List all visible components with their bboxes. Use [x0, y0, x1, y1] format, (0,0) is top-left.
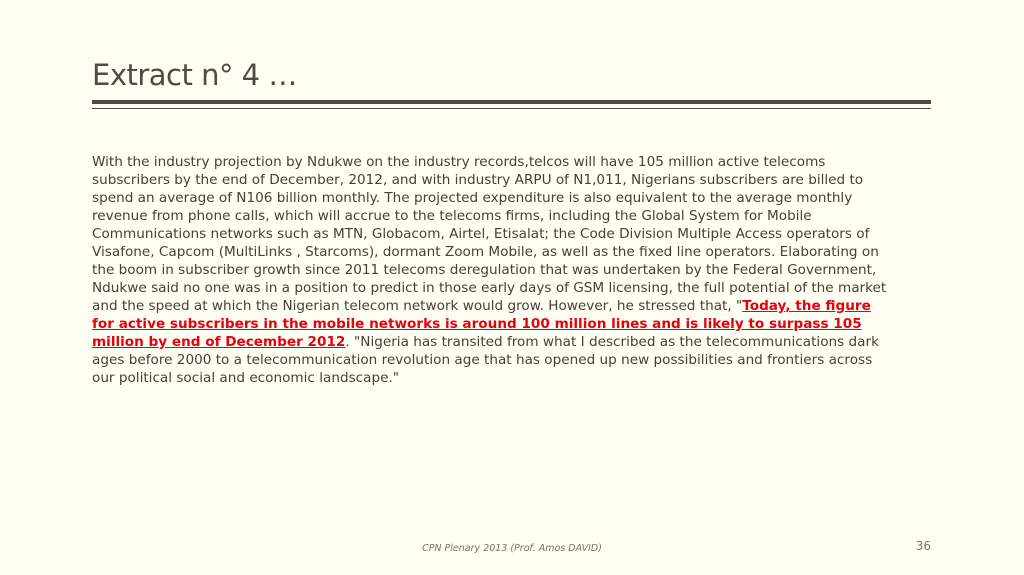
body-outro-text: . "Nigeria has transited from what I described as the telecommunications dark ages before 2000 to a telecommunication revolution age that has opened up new possibilities and frontiers across our political social and economic landscape." [92, 334, 879, 386]
body-paragraph [92, 153, 892, 387]
highlight-today: Today [742, 298, 786, 314]
page-number: 36 [915, 539, 931, 553]
body-intro-text: With the industry projection by Ndukwe on the industry records,telcos will have 105 million active telecoms subscribers by the end of December, 2012, and with industry ARPU of N1,011, Nigerians subscribers are billed to spend an average of N106 billion monthly. The projected expenditure is also equivalent to the average monthly revenue from phone calls, which will accrue to the telecoms firms, including the Global System for Mobile Communications networks such as MTN, Globacom, Airtel, Etisalat; the Code Division Multiple Access operators of Visafone, Capcom (MultiLinks , Starcoms), dormant Zoom Mobile, as well as the fixed line operators. Elaborating on the boom in subscriber growth since 2011 telecoms deregulation that was undertaken by the Federal Government, Ndukwe said no one was in a position to predict in those early days of GSM licensing, the full potential of the market and the speed at which the Nigerian telecom network would grow. However, he stressed that, " [92, 154, 887, 314]
slide-title: Extract n° 4 … [92, 58, 297, 92]
highlight-quote: , the figure for active subscribers in the mobile networks is around 100 million lines and is likely to surpass 105 million by end of December 2012 [92, 298, 871, 350]
slide-footer: CPN Plenary 2013 (Prof. Amos DAVID) [422, 543, 602, 554]
title-divider-thin [92, 108, 931, 109]
title-divider-thick [92, 100, 931, 104]
